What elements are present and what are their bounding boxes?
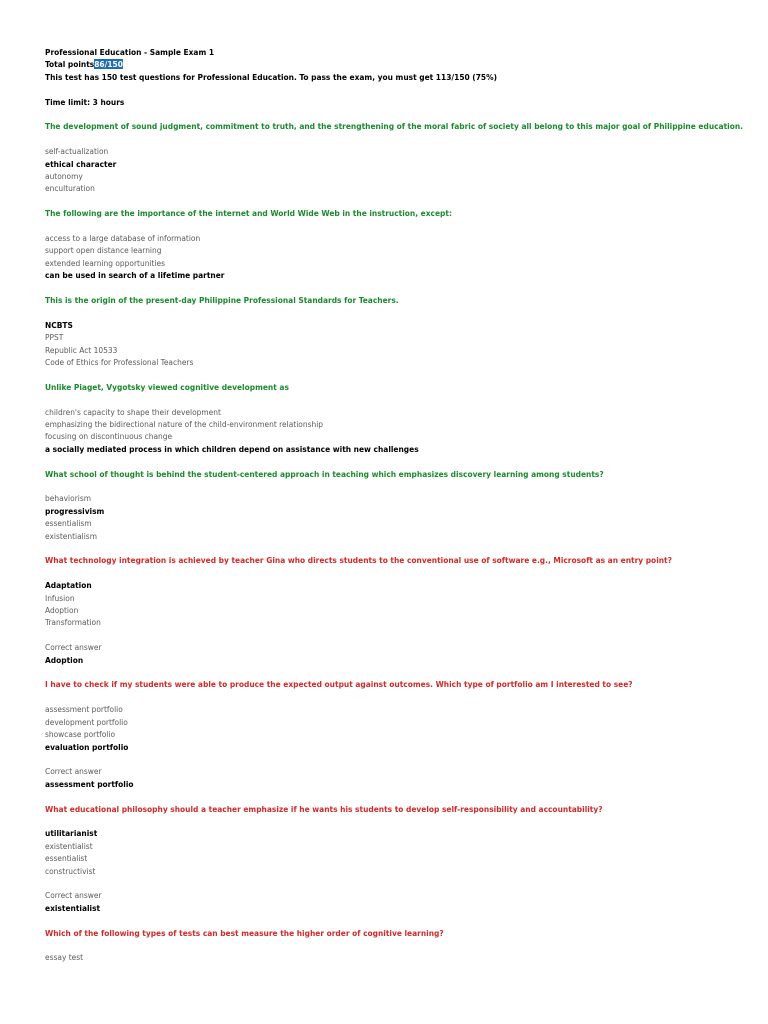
question-block bbox=[45, 468, 768, 555]
correct-answer-value: Adoption bbox=[45, 654, 84, 665]
answer-option: autonomy bbox=[45, 171, 83, 182]
question-block bbox=[45, 120, 768, 207]
question-block bbox=[45, 678, 768, 802]
answer-option: self-actualization bbox=[45, 146, 109, 157]
question-text: Unlike Piaget, Vygotsky viewed cognitive development as bbox=[45, 381, 289, 392]
answer-option-selected: can be used in search of a lifetime partner bbox=[45, 270, 225, 281]
question-text: What school of thought is behind the student-centered approach in teaching which emphasizes discovery learning among students? bbox=[45, 468, 604, 479]
answer-option: essentialist bbox=[45, 853, 88, 864]
exam-title: Professional Education - Sample Exam 1 bbox=[45, 47, 215, 57]
time-limit: Time limit: 3 hours bbox=[45, 96, 125, 107]
question-text: This is the origin of the present-day Philippine Professional Standards for Teachers. bbox=[45, 295, 399, 306]
answer-option: existentialist bbox=[45, 840, 93, 851]
answer-option: assessment portfolio bbox=[45, 704, 123, 715]
answer-option-selected: ethical character bbox=[45, 158, 117, 169]
question-text: Which of the following types of tests can best measure the higher order of cognitive learning? bbox=[45, 927, 444, 938]
answer-option-selected: NCBTS bbox=[45, 319, 73, 330]
question-block bbox=[45, 207, 768, 294]
exam-description: This test has 150 test questions for Professional Education. To pass the exam, you must get 113/150 (75%) bbox=[45, 71, 497, 82]
total-points bbox=[45, 58, 768, 70]
question-block bbox=[45, 803, 768, 927]
answer-option: Infusion bbox=[45, 592, 75, 603]
correct-answer-label: Correct answer bbox=[45, 890, 102, 901]
total-points-label: Total points bbox=[45, 59, 95, 70]
question-block bbox=[45, 381, 768, 468]
question-block bbox=[45, 927, 768, 964]
answer-option: essentialism bbox=[45, 518, 92, 529]
correct-answer-value: existentialist bbox=[45, 902, 101, 913]
question-block bbox=[45, 294, 768, 381]
answer-option: Adoption bbox=[45, 605, 79, 616]
question-text: The following are the importance of the internet and World Wide Web in the instruction, except: bbox=[45, 208, 452, 219]
question-text: What technology integration is achieved by teacher Gina who directs students to the conventional use of software e.g., Microsoft as an entry point? bbox=[45, 555, 672, 566]
answer-option: Republic Act 10533 bbox=[45, 344, 118, 355]
total-points-value[interactable]: 86/150 bbox=[94, 59, 123, 70]
answer-option: children's capacity to shape their development bbox=[45, 406, 221, 417]
answer-option: support open distance learning bbox=[45, 245, 162, 256]
answer-option: development portfolio bbox=[45, 716, 128, 727]
answer-option: constructivist bbox=[45, 865, 96, 876]
answer-option: enculturation bbox=[45, 183, 95, 194]
answer-option: extended learning opportunities bbox=[45, 257, 165, 268]
question-text: What educational philosophy should a teacher emphasize if he wants his students to develop self-responsibility and accountability? bbox=[45, 803, 603, 814]
correct-answer-label: Correct answer bbox=[45, 766, 102, 777]
questions-list bbox=[45, 120, 768, 963]
correct-answer-value: assessment portfolio bbox=[45, 778, 134, 789]
answer-option-selected: Adaptation bbox=[45, 580, 92, 591]
question-text: I have to check if my students were able to produce the expected output against outcomes. Which type of portfolio am I interested to see? bbox=[45, 679, 633, 690]
answer-option: access to a large database of information bbox=[45, 233, 201, 244]
answer-option-selected: utilitarianist bbox=[45, 828, 98, 839]
correct-answer-label: Correct answer bbox=[45, 642, 102, 653]
answer-option: Transformation bbox=[45, 617, 101, 628]
answer-option: PPST bbox=[45, 332, 64, 343]
answer-option-selected: progressivism bbox=[45, 505, 105, 516]
question-block bbox=[45, 554, 768, 678]
answer-option: showcase portfolio bbox=[45, 729, 116, 740]
answer-option: existentialism bbox=[45, 530, 97, 541]
question-text: The development of sound judgment, commitment to truth, and the strengthening of the moral fabric of society all belong to this major goal of Philippine education. bbox=[45, 121, 743, 132]
answer-option: Code of Ethics for Professional Teachers bbox=[45, 357, 194, 368]
answer-option: emphasizing the bidirectional nature of the child-environment relationship bbox=[45, 419, 324, 430]
answer-option: focusing on discontinuous change bbox=[45, 431, 173, 442]
answer-option-selected: a socially mediated process in which children depend on assistance with new challenges bbox=[45, 443, 419, 454]
answer-option-selected: evaluation portfolio bbox=[45, 741, 129, 752]
answer-option: essay test bbox=[45, 952, 84, 963]
answer-option: behaviorism bbox=[45, 493, 91, 504]
